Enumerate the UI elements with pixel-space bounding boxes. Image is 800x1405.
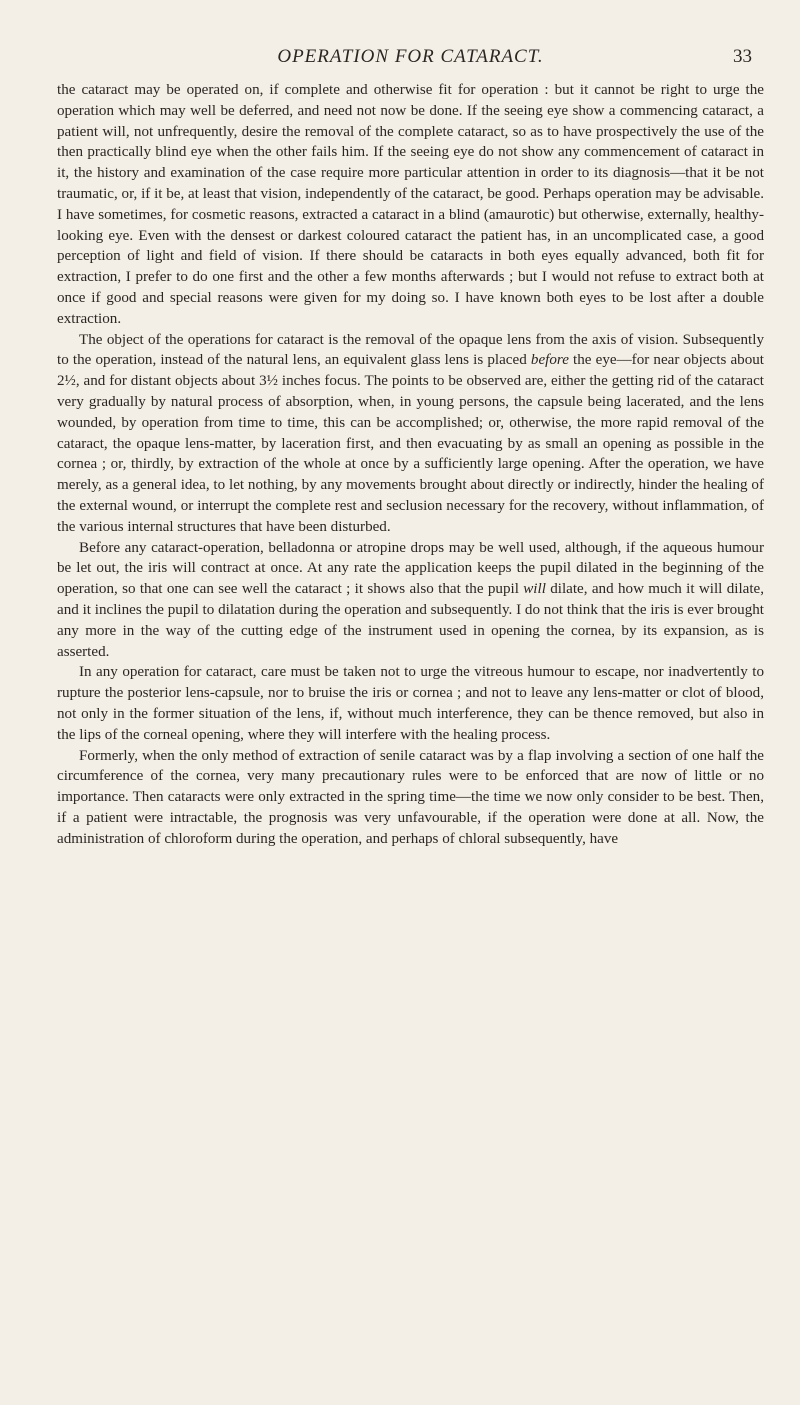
paragraph-text: Formerly, when the only method of extraction of senile cataract was by a flap involving a section of one half the circumference of the cornea, very many precautionary rules were to be enforced that are now of little or no importance. Then cataracts were only extracted in the spring time—the time we now only consider to be best. Then, if a patient were intractable, the prognosis was very unfavourable, if the operation were done at all. Now, the administration of chloroform during the operation, and perhaps of chloral subsequently, have — [57, 747, 764, 847]
body-text — [57, 80, 764, 849]
paragraph-text: dilate, and how much it will dilate, and it inclines the pupil to dilatation during the operation and subsequently. I do not think that the iris is ever brought any more in the way of the cutting edge of the instrument used in opening the cornea, by its expansion, as is asserted. — [57, 581, 765, 660]
emphasis-text: before — [530, 352, 569, 369]
paragraph-2 — [57, 330, 764, 538]
paragraph-4 — [57, 662, 764, 745]
paragraph-text: The object of the operations for cataract is the removal of the opaque lens from the axis of vision. Subsequently to the operation, instead of the natural lens, an equivalent glass lens is placed — [57, 331, 764, 369]
paragraph-text: the eye—for near objects about 2½, and for distant objects about 3½ inches focus. The points to be observed are, either the getting rid of the cataract very gradually by natural process of absorption, when, in young persons, the capsule being lacerated, and the lens wounded, by operation from time to time, this can be accomplished; or, otherwise, the more rapid removal of the cataract, the opaque lens-matter, by laceration first, and then evacuating by as small an opening as possible in the cornea ; or, thirdly, by extraction of the whole at once by a sufficiently large opening. After the operation, we have merely, as a general idea, to let nothing, by any movements brought about directly or indirectly, hinder the healing of the external wound, or interrupt the complete rest and seclusion necessary for the recovery, without inflammation, of the various internal structures that have been disturbed. — [57, 352, 764, 535]
page-number: 33 — [733, 46, 752, 67]
paragraph-1 — [57, 80, 764, 330]
paragraph-text: In any operation for cataract, care must be taken not to urge the vitreous humour to escape, nor inadvertently to rupture the posterior lens-capsule, nor to bruise the iris or cornea ; and not to leave any lens-matter or clot of blood, not only in the former situation of the lens, if, without much interference, they can be thence removed, but also in the lips of the corneal opening, where they will interfere with the healing process. — [57, 664, 764, 743]
running-title: OPERATION FOR CATARACT. — [277, 46, 544, 67]
paragraph-3 — [57, 538, 764, 663]
emphasis-text: will — [523, 581, 546, 598]
paragraph-text: the cataract may be operated on, if complete and otherwise fit for operation : but it cannot be right to urge the operation which may well be deferred, and need not now be done. If the seeing eye show a commencing cataract, a patient will, not unfrequently, desire the removal of the complete cataract, so as to have prospectively the use of the then practically blind eye when the other fails him. If the seeing eye do not show any commencement of cataract in it, the history and examination of the case require more particular attention in order to its diagnosis—that it be not traumatic, or, if it be, at least that vision, independently of the cataract, be good. Perhaps operation may be advisable. I have sometimes, for cosmetic reasons, extracted a cataract in a blind (amaurotic) but otherwise, externally, healthy-looking eye. Even with the densest or darkest coloured cataract the patient has, in an uncomplicated case, a good perception of light and field of vision. If there should be cataracts in both eyes equally advanced, both fit for extraction, I prefer to do one first and the other a few months afterwards ; but I would not refuse to extract both at once if good and special reasons were given for my doing so. I have known both eyes to be lost after a double extraction. — [57, 82, 764, 327]
paragraph-text: Before any cataract-operation, belladonna or atropine drops may be well used, although, if the aqueous humour be let out, the iris will contract at once. At any rate the application keeps the pupil dilated in the beginning of the operation, so that one can see well the cataract ; it shows also that the pupil — [57, 539, 764, 598]
running-head — [57, 46, 764, 70]
paragraph-5 — [57, 746, 764, 850]
